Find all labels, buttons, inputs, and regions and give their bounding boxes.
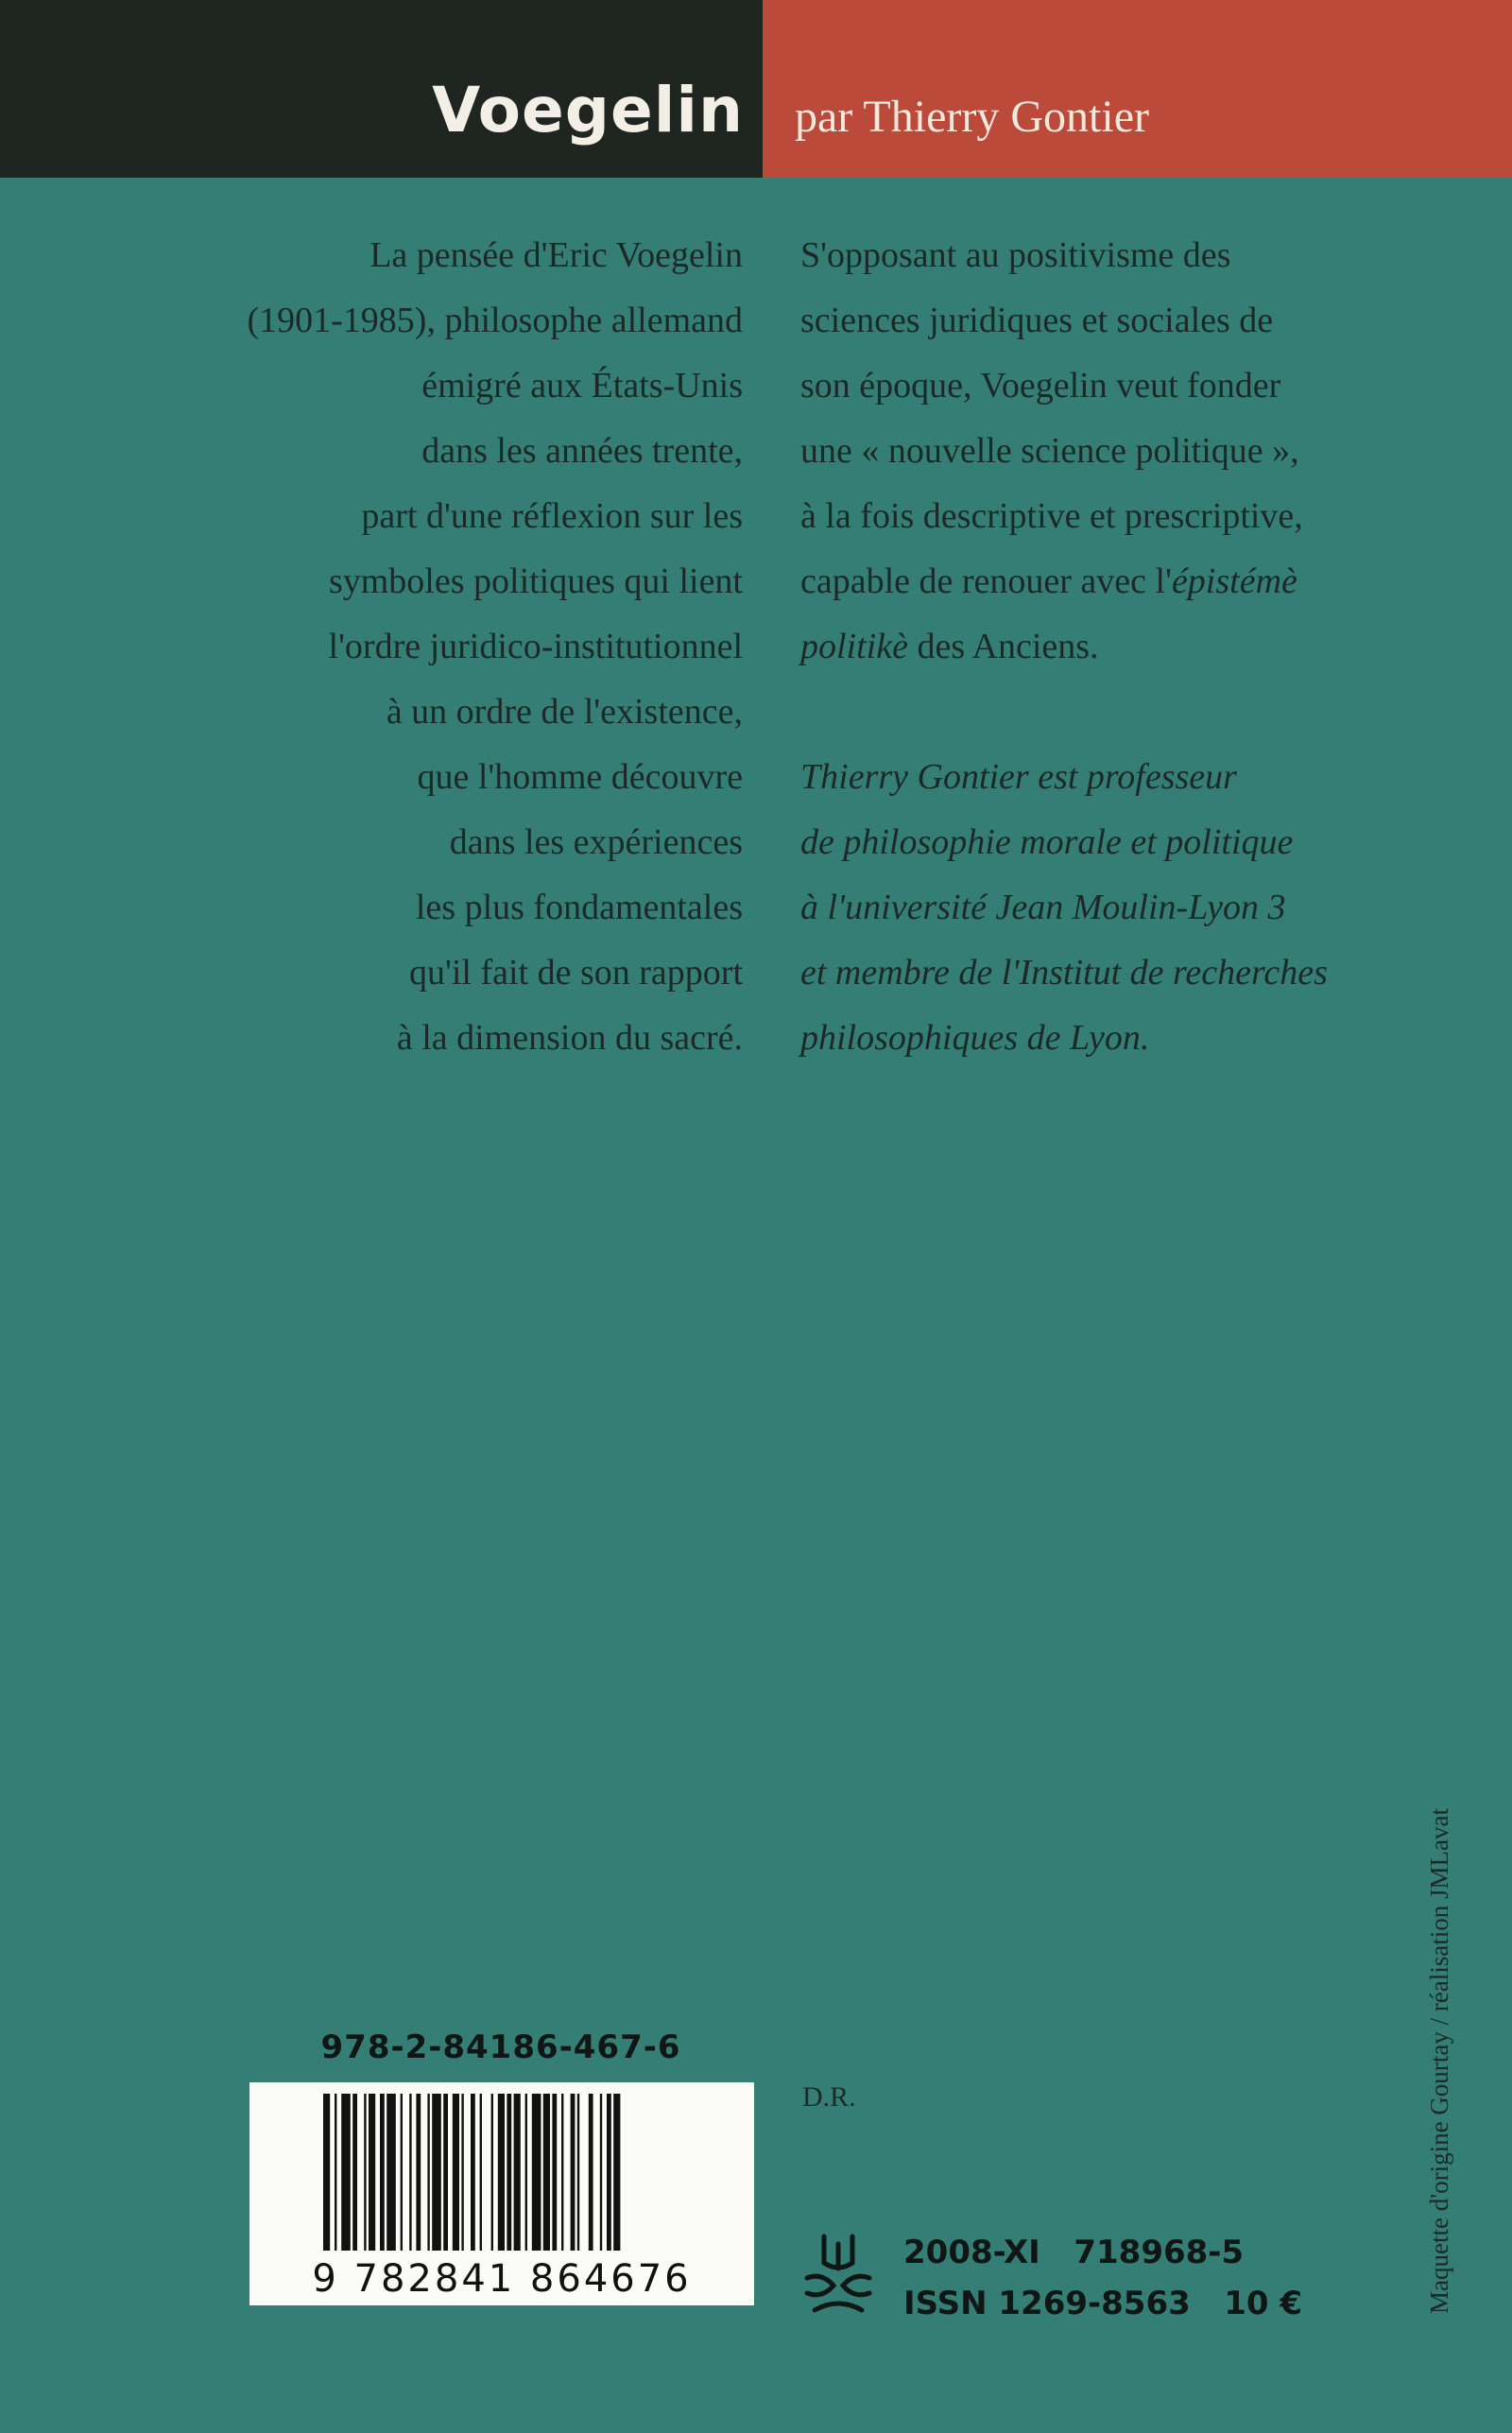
text-line: symboles politiques qui lient — [328, 561, 743, 601]
barcode-bar — [352, 2094, 357, 2251]
book-author: par Thierry Gontier — [795, 92, 1149, 142]
publisher-codes — [903, 2227, 1302, 2329]
bio-line: de philosophie morale et politique — [800, 822, 1294, 862]
barcode-bar — [543, 2094, 550, 2251]
barcode-bar — [471, 2094, 475, 2251]
bio-line: philosophiques de Lyon. — [800, 1018, 1150, 1058]
isbn-number: 978-2-84186-467-6 — [320, 2028, 681, 2066]
barcode-digits: 9 782841 864676 — [312, 2257, 692, 2301]
header-dark-band — [0, 0, 763, 178]
header-red-band — [763, 0, 1512, 178]
design-credit: Maquette d'origine Gourtay / réalisation JMLavat — [1425, 1808, 1453, 2314]
text-line: les plus fondamentales — [415, 888, 743, 927]
barcode-bar — [552, 2094, 557, 2251]
barcode-bar — [613, 2094, 620, 2251]
bio-line: à l'université Jean Moulin-Lyon 3 — [800, 888, 1286, 927]
barcode-bar — [335, 2094, 336, 2251]
barcode-bar — [323, 2094, 330, 2251]
text-line: une « nouvelle science politique », — [800, 431, 1299, 471]
text-line-mixed — [800, 614, 1443, 680]
barcode-bar — [432, 2094, 441, 2251]
text-line: La pensée d'Eric Voegelin — [369, 235, 743, 275]
barcode-bar — [600, 2094, 602, 2251]
barcode-bar — [514, 2094, 521, 2251]
text-line: S'opposant au positivisme des — [800, 235, 1231, 275]
barcode-bar — [453, 2094, 459, 2251]
barcode-bar — [589, 2094, 593, 2251]
text-line: part d'une réflexion sur les — [361, 496, 743, 536]
barcode-bar — [607, 2094, 611, 2251]
book-title: Voegelin — [432, 74, 744, 147]
text-line-mixed — [800, 549, 1443, 614]
publisher-logo — [799, 2231, 877, 2316]
barcode-bar — [507, 2094, 511, 2251]
text-line: à la dimension du sacré. — [396, 1018, 743, 1058]
barcode-bar — [416, 2094, 421, 2251]
bio-line: Thierry Gontier est professeur — [800, 757, 1237, 797]
text-line: qu'il fait de son rapport — [409, 953, 743, 992]
text-fragment: capable de renouer avec l' — [800, 561, 1172, 601]
italic-term: épistémè — [1171, 561, 1297, 601]
text-line: émigré aux États-Unis — [421, 366, 743, 406]
barcode-bar — [577, 2094, 579, 2251]
barcode-bar — [443, 2094, 448, 2251]
barcode-bar — [401, 2094, 403, 2251]
barcode-bar — [341, 2094, 351, 2251]
barcode-bar — [525, 2094, 527, 2251]
barcode-bar — [498, 2094, 505, 2251]
barcode-bar — [409, 2094, 411, 2251]
barcode-bar — [561, 2094, 563, 2251]
italic-term: politikè — [800, 627, 908, 666]
barcode-bar — [480, 2094, 482, 2251]
text-line: son époque, Voegelin veut fonder — [800, 366, 1281, 406]
text-line: dans les années trente, — [421, 431, 743, 471]
barcode-bar — [387, 2094, 396, 2251]
text-line: à un ordre de l'existence, — [386, 692, 743, 732]
barcode — [249, 2082, 754, 2305]
barcode-bar — [461, 2094, 463, 2251]
left-column-text — [113, 223, 743, 1071]
text-line: l'ordre juridico-institutionnel — [328, 627, 743, 666]
bio-line: et membre de l'Institut de recherches — [800, 953, 1328, 992]
barcode-bar — [427, 2094, 429, 2251]
text-line: que l'homme découvre — [417, 757, 743, 797]
text-fragment: des Anciens. — [917, 627, 1099, 666]
author-bio — [800, 745, 1443, 1071]
barcode-bar — [369, 2094, 375, 2251]
issn-price: ISSN 1269-8563 10 € — [903, 2285, 1303, 2322]
barcode-bar — [532, 2094, 541, 2251]
dr-mark: D.R. — [802, 2081, 856, 2113]
barcode-bar — [571, 2094, 576, 2251]
barcode-bar — [364, 2094, 366, 2251]
barcode-bar — [380, 2094, 385, 2251]
text-line: à la fois descriptive et prescriptive, — [800, 496, 1303, 536]
text-line: sciences juridiques et sociales de — [800, 301, 1274, 340]
text-line: dans les expériences — [449, 822, 743, 862]
barcode-bar — [491, 2094, 493, 2251]
text-line: (1901-1985), philosophe allemand — [247, 301, 743, 340]
series-code: 2008-XI 718968-5 — [903, 2234, 1245, 2271]
right-column-text — [800, 223, 1443, 1071]
